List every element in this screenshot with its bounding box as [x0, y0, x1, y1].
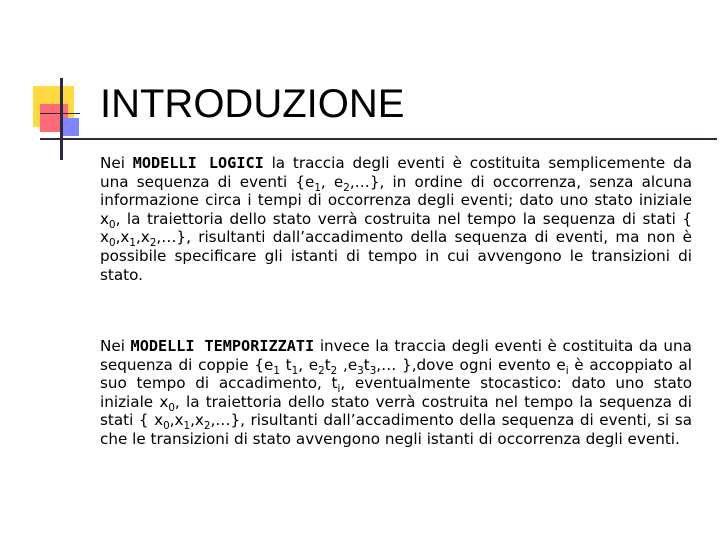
- p2-text: , la traiettoria dello stato verrà costruita nel tempo la sequenza di stati { x: [100, 392, 692, 430]
- term-timed-models: MODELLI TEMPORIZZATI: [130, 337, 315, 355]
- p2-sub: 1: [183, 420, 191, 433]
- p2-text: , eventualmente stocastico: dato uno stato iniziale x: [100, 374, 692, 411]
- p2-text: t: [363, 355, 370, 374]
- p1-sub: 2: [149, 237, 157, 250]
- logo-blue-square: [61, 118, 79, 136]
- p2-text: ,… },dove ogni evento e: [376, 355, 566, 374]
- p2-sub: 2: [330, 364, 338, 377]
- p2-text: invece la traccia degli eventi è costituita da una sequenza di coppie {e: [100, 337, 692, 374]
- p2-sub: 3: [369, 364, 377, 377]
- p2-text: è accoppiato al suo tempo di accadimento, t: [100, 355, 692, 393]
- p2-text: ,e: [337, 355, 358, 374]
- p2-sub: 2: [203, 420, 211, 433]
- title-underline-rule: [40, 138, 717, 140]
- p2-sub: 0: [163, 420, 170, 433]
- p1-sub: 2: [343, 181, 350, 194]
- p1-text: ,…}, risultanti dall’accadimento della sequenza di eventi, ma non è possibile specificare gli istanti di tempo in cui avvengono le transizioni di stato.: [100, 228, 692, 284]
- logo-vertical-rule: [60, 78, 63, 160]
- p2-text: ,x: [169, 411, 184, 430]
- term-logical-models: MODELLI LOGICI: [132, 154, 264, 172]
- p2-sub: 1: [291, 364, 299, 377]
- p2-sub: 1: [273, 364, 280, 377]
- p2-text: , e: [298, 355, 319, 374]
- p1-sub: 0: [109, 237, 116, 250]
- p2-sub: 2: [318, 364, 325, 377]
- logo-short-rule: [40, 113, 80, 114]
- p2-sub: 3: [357, 364, 364, 377]
- paragraph-logical-models: [100, 154, 692, 284]
- p1-text: ,x: [115, 228, 130, 247]
- p2-text: ,x: [190, 411, 204, 430]
- p1-sub: 1: [314, 181, 321, 194]
- p2-text: t: [279, 355, 292, 374]
- p1-text: la traccia degli eventi è costituita semplicemente da una sequenza di eventi {e: [100, 154, 693, 191]
- p2-sub: i: [337, 383, 341, 396]
- p2-text: t: [324, 355, 331, 374]
- p2-sub: i: [565, 364, 569, 377]
- p1-text: ,x: [135, 228, 150, 247]
- p1-sub: 1: [129, 237, 136, 250]
- slide-title: INTRODUZIONE: [100, 82, 405, 126]
- p1-sub: 0: [109, 218, 116, 231]
- p1-text: , la traiettoria dello stato verrà costruita nel tempo la sequenza di stati { x: [100, 209, 692, 247]
- p1-text: , e: [320, 172, 344, 191]
- p1-intro: Nei: [100, 154, 125, 172]
- p2-sub: 0: [168, 401, 175, 414]
- paragraph-timed-models: [100, 337, 692, 449]
- p2-intro: Nei: [100, 337, 125, 355]
- p1-text: ,…}, in ordine di occorrenza, senza alcuna informazione circa i tempi di occorrenza degli eventi; dato uno stato iniziale x: [100, 172, 692, 228]
- p2-text: ,…}, risultanti dall’accadimento della sequenza di eventi, si sa che le transizioni di stato avvengono negli istanti di occorrenza degli eventi.: [100, 411, 693, 448]
